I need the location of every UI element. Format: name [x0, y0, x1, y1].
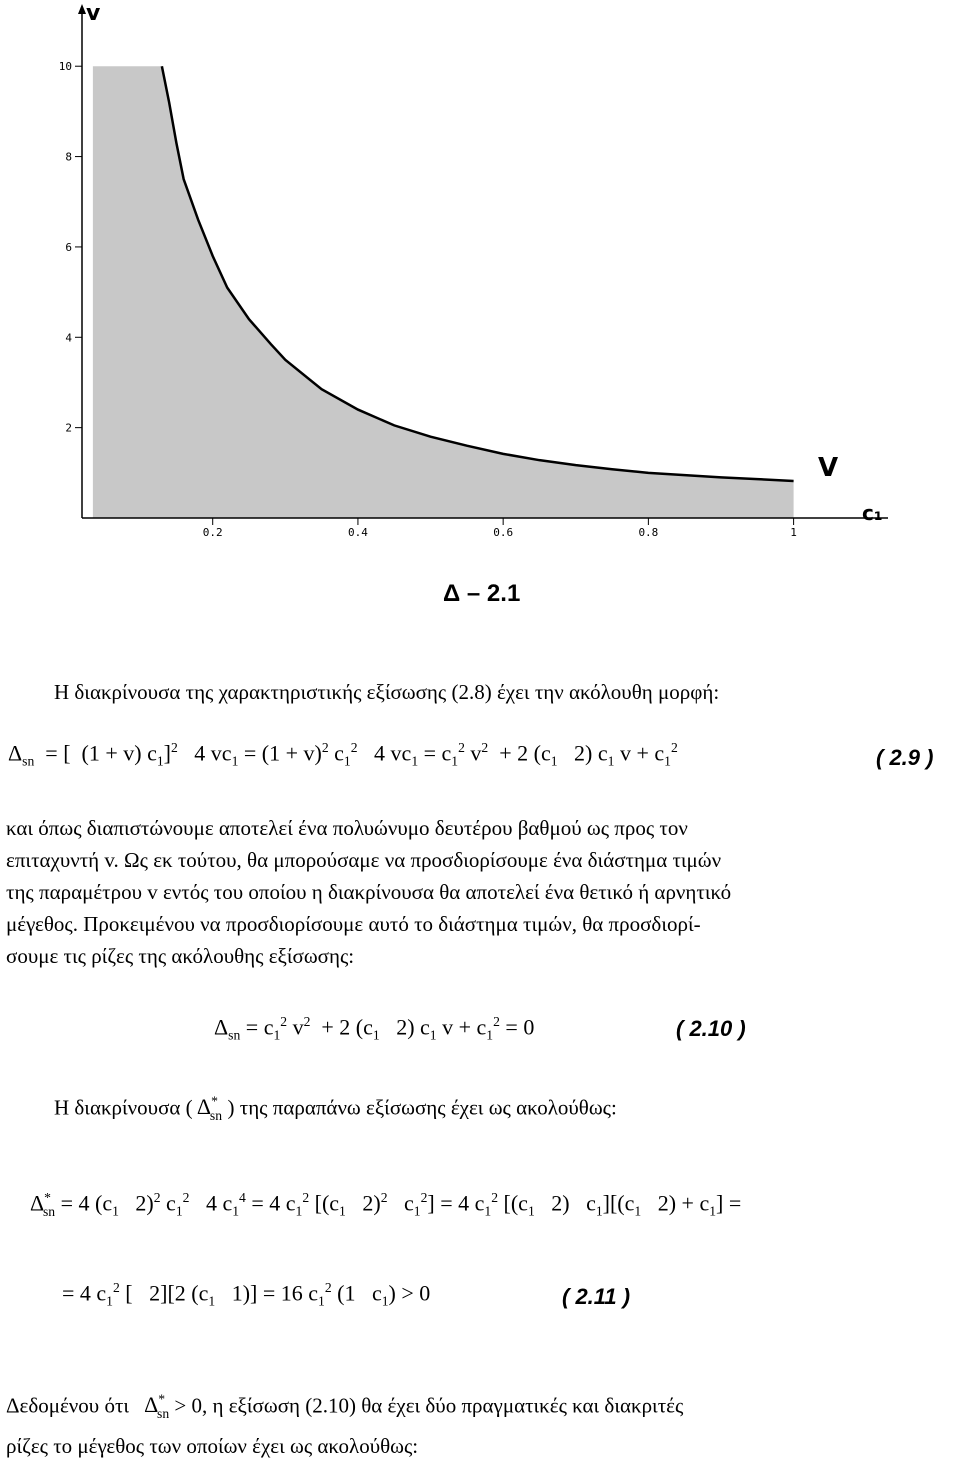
figure-caption: Δ – 2.1: [443, 580, 521, 607]
equation-2-10: $\Delta_{sn} = c_1^2$ $v^2 + 2$ ($c_1$ 2) $c_1$ $v + c_1^2 = 0$: [214, 1014, 535, 1043]
paragraph-line: επιταχυντή v. Ως εκ τούτου, θα μπορούσαμε να προσδιορίσουμε ένα διάστημα τιμών: [6, 848, 722, 872]
x-tick-label: 1: [790, 526, 797, 539]
paragraph-line: [6, 1384, 956, 1430]
paragraph-line: μέγεθος. Προκειμένου να προσδιορίσουμε αυτό το διάστημα τιμών, θα προσδιορί-: [6, 912, 701, 936]
plot-area: [93, 66, 794, 518]
equation-2-11-line-1: $\Delta^*_{sn} = 4$ ($c_1$ 2)$^2$ $c_1^2$ 4 $c_1^4 = 4$ $c_1^2$ [($c_1$ 2)$^2$ $c_1^2] = 4$ $c_1^2$ [($c_1$ 2) $c_1][(c_1$ $2) + c_1$] =: [30, 1190, 742, 1219]
paragraph-text-after: ) της παραπάνω εξίσωσης έχει ως ακολούθως:: [227, 1095, 617, 1120]
paragraph-conclusion: [6, 1384, 956, 1462]
paragraph-line: και όπως διαπιστώνουμε αποτελεί ένα πολυώνυμο δευτέρου βαθμού ως προς τον: [6, 816, 688, 840]
equation-2-10-number: ( 2.10 ): [676, 1016, 746, 1041]
x-tick-label: 0.6: [493, 526, 514, 539]
y-tick-label: 8: [65, 150, 72, 164]
paragraph-intro: Η διακρίνουσα της χαρακτηριστικής εξίσωσης (2.8) έχει την ακόλουθη μορφή:: [54, 680, 720, 704]
y-tick-label: 6: [65, 240, 72, 254]
x-tick-label: 0.8: [638, 526, 659, 539]
paragraph-line: ρίζες το μέγεθος των οποίων έχει ως ακολούθως:: [6, 1433, 419, 1458]
y-axis-label: v: [86, 1, 101, 26]
delta-star-symbol: $\Delta^*_{sn}$: [134, 1392, 170, 1421]
equation-2-11-line-2: = 4 $c_1^2$ [ 2][2 ($c_1$ 1)] = 16 $c_1^2$ (1 $c_1) > 0$: [62, 1280, 431, 1309]
equation-2-9-number: ( 2.9 ): [876, 745, 934, 770]
x-tick-label: 0.4: [347, 526, 368, 539]
feasible-region-fill: [93, 66, 794, 518]
paragraph-text-before: Η διακρίνουσα (: [54, 1095, 193, 1120]
paragraph-text-before: Δεδομένου ότι: [6, 1393, 130, 1418]
paragraph-text-after: > 0, η εξίσωση (2.10) θα έχει δύο πραγματικές και διακριτές: [174, 1393, 684, 1418]
equation-2-11-number: ( 2.11 ): [562, 1284, 631, 1309]
y-tick-label: 2: [65, 421, 72, 435]
y-axis-arrow: [78, 4, 86, 14]
discriminant-region-plot: [0, 0, 960, 560]
y-tick-label: 4: [65, 331, 72, 345]
paragraph-analysis: [6, 812, 956, 972]
x-axis-label: c₁: [862, 501, 883, 525]
y-tick-label: 10: [58, 60, 72, 74]
x-tick-label: 0.2: [202, 526, 223, 539]
delta-star-symbol: $\Delta^*_{sn}$: [192, 1094, 223, 1123]
equation-2-9: $\Delta_{sn}$ = [ (1 + v) $c_1]^2$ 4 $vc_1 = (1 + v)^2$ $c_1^2$ 4 $vc_1 = c_1^2$ $v^2 + 2$ ($c_1$ 2) $c_1$ $v + c_1^2$: [8, 740, 678, 769]
paragraph-discriminant: [54, 1086, 617, 1132]
paragraph-line: της παραμέτρου v εντός του οποίου η διακρίνουσα θα αποτελεί ένα θετικό ή αρνητικό: [6, 880, 732, 904]
paragraph-line: σουμε τις ρίζες της ακόλουθης εξίσωσης:: [6, 944, 355, 968]
curve-label: V: [818, 453, 839, 483]
